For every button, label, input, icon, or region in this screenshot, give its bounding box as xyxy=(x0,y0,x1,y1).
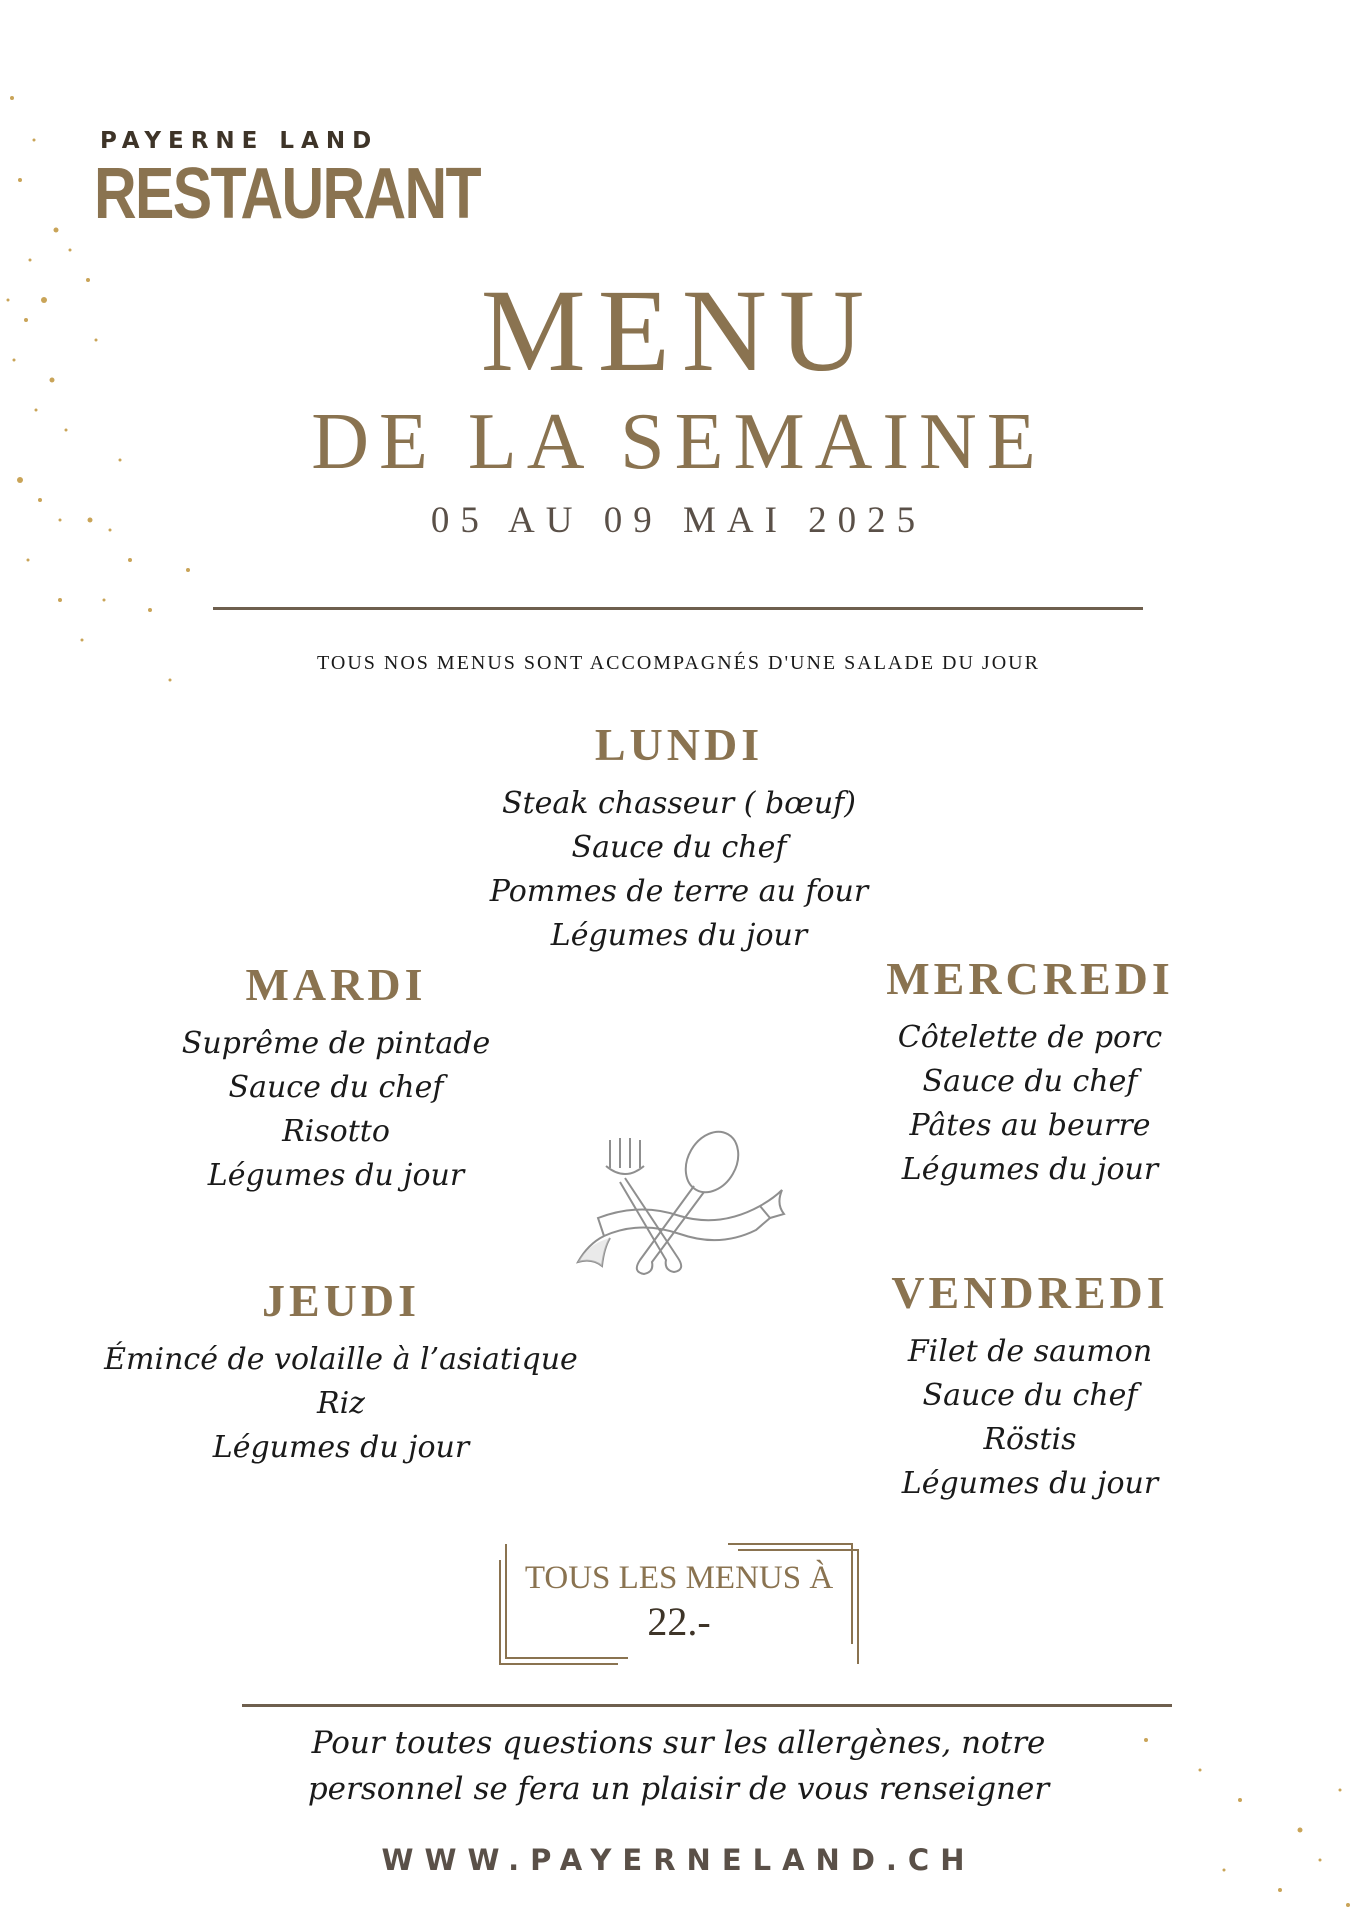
day-jeudi xyxy=(61,1275,621,1470)
dish: Riz xyxy=(317,1386,365,1421)
divider-top xyxy=(213,607,1143,610)
day-name: MERCREDI xyxy=(886,953,1174,1004)
allergen-line-2: personnel se fera un plaisir de vous renseigner xyxy=(307,1771,1050,1807)
dish: Filet de saumon xyxy=(907,1334,1153,1369)
price-box xyxy=(498,1540,860,1668)
day-name: LUNDI xyxy=(594,719,764,770)
salad-note: TOUS NOS MENUS SONT ACCOMPAGNÉS D'UNE SALADE DU JOUR xyxy=(317,652,1040,674)
day-name: VENDREDI xyxy=(891,1267,1169,1318)
page-subtitle: DE LA SEMAINE xyxy=(311,398,1046,486)
dish: Steak chasseur ( bœuf) xyxy=(502,786,856,821)
day-name: MARDI xyxy=(245,959,427,1010)
dish: Légumes du jour xyxy=(550,918,808,953)
dish: Sauce du chef xyxy=(922,1378,1138,1413)
day-mercredi xyxy=(780,953,1280,1192)
dish: Côtelette de porc xyxy=(897,1020,1163,1055)
logo-wordmark: RESTAURANT xyxy=(94,154,480,234)
dish: Légumes du jour xyxy=(212,1430,470,1465)
allergen-line-1: Pour toutes questions sur les allergènes, notre xyxy=(311,1725,1046,1761)
day-vendredi xyxy=(780,1267,1280,1506)
website-link[interactable]: WWW.PAYERNELAND.CH xyxy=(381,1843,976,1877)
day-name: JEUDI xyxy=(261,1275,421,1326)
allergen-note xyxy=(0,1720,1357,1812)
logo-tagline: PAYERNE LAND xyxy=(100,128,379,154)
dish: Pâtes au beurre xyxy=(909,1108,1151,1143)
price-value: 22.- xyxy=(647,1599,711,1644)
dish: Pommes de terre au four xyxy=(489,874,869,909)
divider-bottom xyxy=(242,1704,1172,1707)
fork-spoon-ribbon-icon xyxy=(570,1120,790,1300)
dish: Légumes du jour xyxy=(901,1152,1159,1187)
dish: Röstis xyxy=(983,1422,1077,1457)
dish: Sauce du chef xyxy=(922,1064,1138,1099)
date-range: 05 AU 09 MAI 2025 xyxy=(430,500,927,541)
dish: Sauce du chef xyxy=(571,830,787,865)
day-mardi xyxy=(86,959,586,1198)
price-label: TOUS LES MENUS À xyxy=(524,1560,834,1596)
day-lundi xyxy=(429,719,929,958)
page-title: MENU xyxy=(480,265,877,396)
dish: Sauce du chef xyxy=(228,1070,444,1105)
dish: Émincé de volaille à l’asiatique xyxy=(104,1342,578,1377)
dish: Risotto xyxy=(282,1114,390,1149)
dish: Légumes du jour xyxy=(207,1158,465,1193)
dish: Légumes du jour xyxy=(901,1466,1159,1501)
dish: Suprême de pintade xyxy=(181,1026,491,1061)
